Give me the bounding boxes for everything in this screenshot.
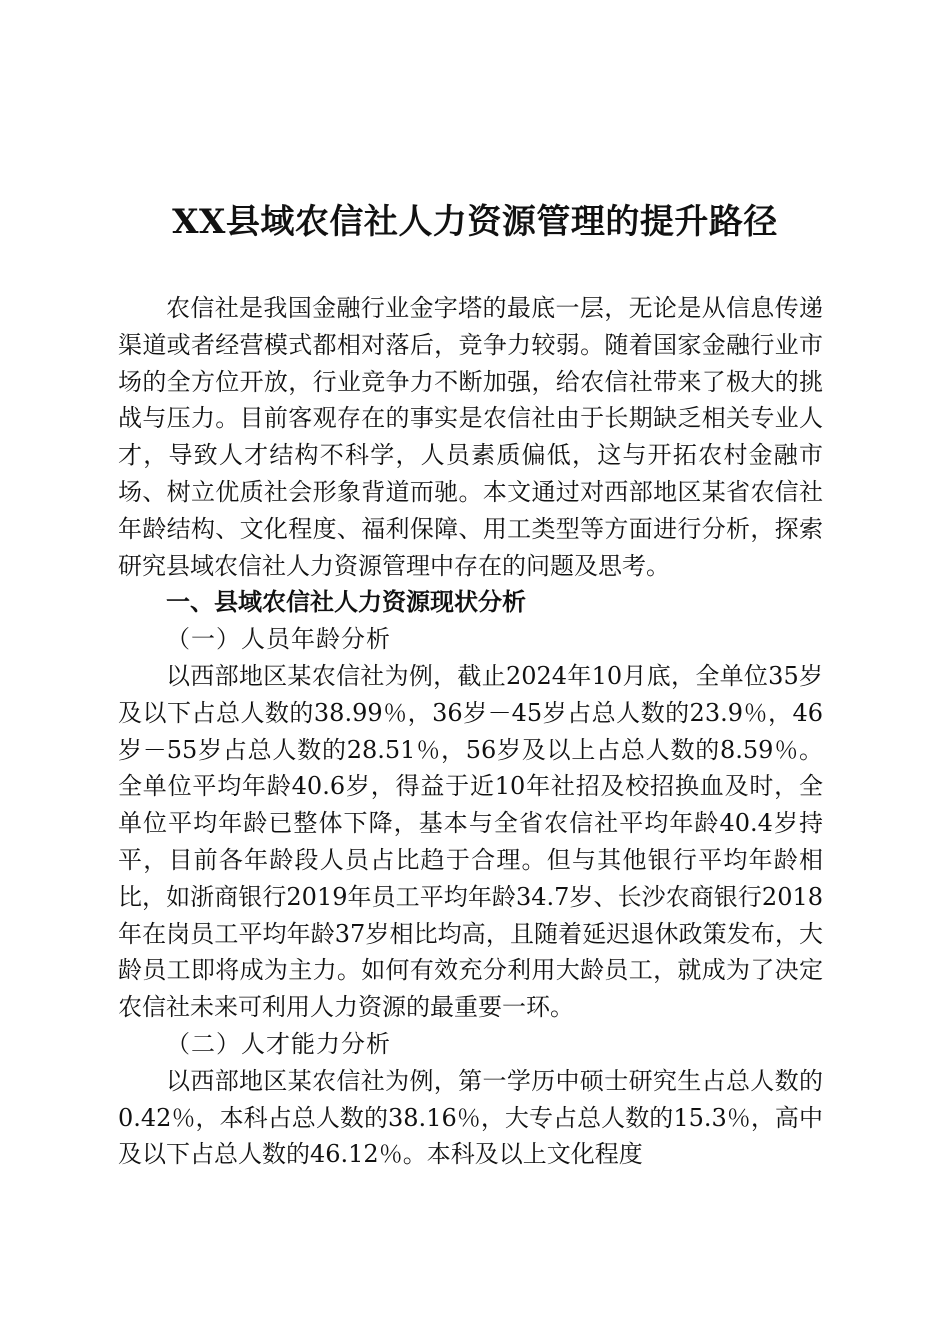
document-title: XX县域农信社人力资源管理的提升路径	[172, 202, 778, 242]
document-body	[118, 290, 823, 1173]
subsection-heading-age: （一）人员年龄分析	[166, 625, 391, 654]
subsection-heading-ability: （二）人才能力分析	[166, 1029, 391, 1058]
section-heading-1: 一、县域农信社人力资源现状分析	[166, 587, 526, 617]
age-analysis-paragraph: 以西部地区某农信社为例，截止2024年10月底，全单位35岁及以下占总人数的38.99％，36岁－45岁占总人数的23.9％，46岁－55岁占总人数的28.51％，56岁及以上占总人数的8.59％。全单位平均年龄40.6岁，得益于近10年社招及校招换血及时，全单位平均年龄已整体下降，基本与全省农信社平均年龄40.4岁持平，目前各年龄段人员占比趋于合理。但与其他银行平均年龄相比，如浙商银行2019年员工平均年龄34.7岁、长沙农商银行2018年在岗员工平均年龄37岁相比均高，且随着延迟退休政策发布，大龄员工即将成为主力。如何有效充分利用大龄员工，就成为了决定农信社未来可利用人力资源的最重要一环。	[118, 661, 823, 1022]
intro-paragraph: 农信社是我国金融行业金字塔的最底一层，无论是从信息传递渠道或者经营模式都相对落后，竞争力较弱。随着国家金融行业市场的全方位开放，行业竞争力不断加强，给农信社带来了极大的挑战与压力。目前客观存在的事实是农信社由于长期缺乏相关专业人才，导致人才结构不科学，人员素质偏低，这与开拓农村金融市场、树立优质社会形象背道而驰。本文通过对西部地区某省农信社年龄结构、文化程度、福利保障、用工类型等方面进行分析，探索研究县域农信社人力资源管理中存在的问题及思考。	[118, 294, 823, 580]
ability-analysis-paragraph: 以西部地区某农信社为例，第一学历中硕士研究生占总人数的0.42％，本科占总人数的38.16％，大专占总人数的15.3％，高中及以下占总人数的46.12％。本科及以上文化程度	[118, 1066, 823, 1169]
